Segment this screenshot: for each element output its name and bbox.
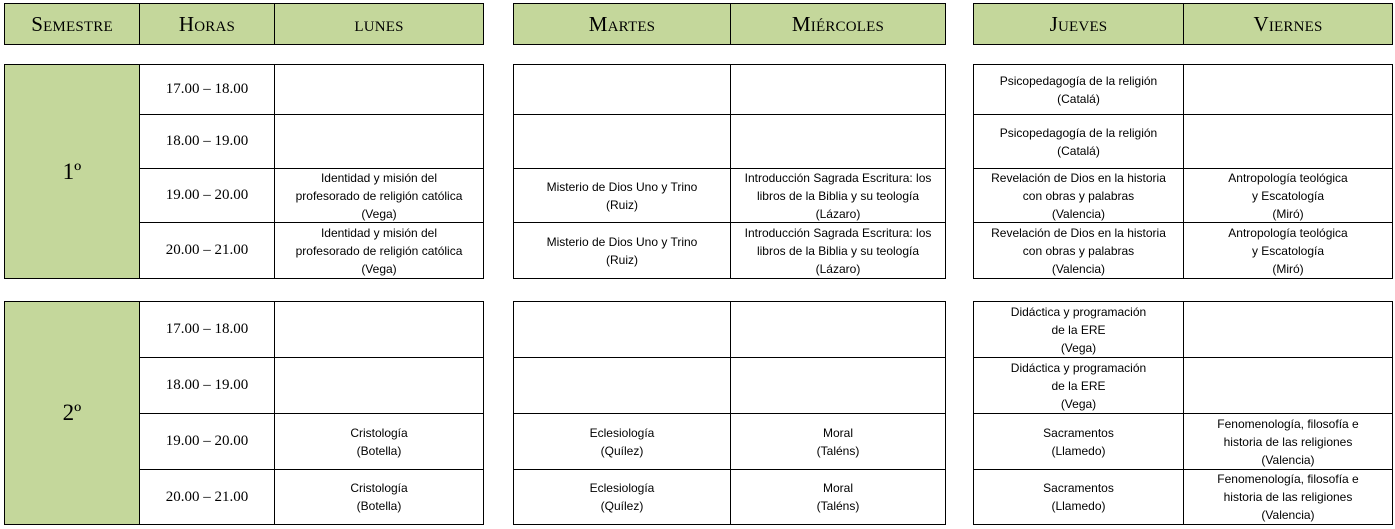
s1-r3-viernes: Antropología teológica y Escatología (Miró) (1183, 168, 1393, 223)
s2-r3-lunes: Cristología (Botella) (274, 413, 484, 470)
s1-r4-lunes: Identidad y misión del profesorado de religión católica (Vega) (274, 222, 484, 279)
semester-1-hour-2: 18.00 – 19.00 (139, 114, 275, 169)
header-miercoles: Miércoles (730, 3, 946, 45)
s2-r1-martes (513, 301, 731, 358)
s1-r1-lunes (274, 64, 484, 115)
s1-r1-viernes (1183, 64, 1393, 115)
s2-r3-martes: Eclesiología (Quílez) (513, 413, 731, 470)
semester-1-hour-1: 17.00 – 18.00 (139, 64, 275, 115)
s1-r2-lunes (274, 114, 484, 169)
semester-2-label: 2º (4, 301, 140, 525)
header-martes: Martes (513, 3, 731, 45)
s2-r3-viernes: Fenomenología, filosofía e historia de las religiones (Valencia) (1183, 413, 1393, 470)
s1-r1-miercoles (730, 64, 946, 115)
s1-r2-jueves: Psicopedagogía de la religión (Catalá) (973, 114, 1184, 169)
semester-1-label: 1º (4, 64, 140, 279)
semester-1-hour-4: 20.00 – 21.00 (139, 222, 275, 279)
semester-2-hour-1: 17.00 – 18.00 (139, 301, 275, 358)
s2-r2-jueves: Didáctica y programación de la ERE (Vega) (973, 357, 1184, 414)
semester-2-hour-2: 18.00 – 19.00 (139, 357, 275, 414)
s1-r2-miercoles (730, 114, 946, 169)
s2-r4-lunes: Cristología (Botella) (274, 469, 484, 525)
s1-r3-miercoles: Introducción Sagrada Escritura: los libros de la Biblia y su teología (Lázaro) (730, 168, 946, 223)
semester-2-hour-3: 19.00 – 20.00 (139, 413, 275, 470)
s2-r1-lunes (274, 301, 484, 358)
s1-r4-martes: Misterio de Dios Uno y Trino (Ruiz) (513, 222, 731, 279)
s2-r4-miercoles: Moral (Taléns) (730, 469, 946, 525)
header-viernes: Viernes (1183, 3, 1393, 45)
header-lunes: lunes (274, 3, 484, 45)
s1-r1-martes (513, 64, 731, 115)
s1-r1-jueves: Psicopedagogía de la religión (Catalá) (973, 64, 1184, 115)
s2-r3-jueves: Sacramentos (Llamedo) (973, 413, 1184, 470)
header-jueves: Jueves (973, 3, 1184, 45)
s2-r3-miercoles: Moral (Taléns) (730, 413, 946, 470)
s2-r2-martes (513, 357, 731, 414)
header-horas: Horas (139, 3, 275, 45)
s2-r1-viernes (1183, 301, 1393, 358)
header-semestre: Semestre (4, 3, 140, 45)
s1-r2-martes (513, 114, 731, 169)
s1-r4-miercoles: Introducción Sagrada Escritura: los libros de la Biblia y su teología (Lázaro) (730, 222, 946, 279)
semester-2-hour-4: 20.00 – 21.00 (139, 469, 275, 525)
s1-r3-lunes: Identidad y misión del profesorado de religión católica (Vega) (274, 168, 484, 223)
s1-r4-jueves: Revelación de Dios en la historia con obras y palabras (Valencia) (973, 222, 1184, 279)
s2-r4-martes: Eclesiología (Quílez) (513, 469, 731, 525)
s2-r4-viernes: Fenomenología, filosofía e historia de las religiones (Valencia) (1183, 469, 1393, 525)
s2-r1-miercoles (730, 301, 946, 358)
semester-1-hour-3: 19.00 – 20.00 (139, 168, 275, 223)
s1-r3-jueves: Revelación de Dios en la historia con obras y palabras (Valencia) (973, 168, 1184, 223)
s1-r2-viernes (1183, 114, 1393, 169)
s2-r2-miercoles (730, 357, 946, 414)
s2-r1-jueves: Didáctica y programación de la ERE (Vega) (973, 301, 1184, 358)
s2-r4-jueves: Sacramentos (Llamedo) (973, 469, 1184, 525)
s1-r3-martes: Misterio de Dios Uno y Trino (Ruiz) (513, 168, 731, 223)
s2-r2-lunes (274, 357, 484, 414)
s1-r4-viernes: Antropología teológica y Escatología (Miró) (1183, 222, 1393, 279)
s2-r2-viernes (1183, 357, 1393, 414)
